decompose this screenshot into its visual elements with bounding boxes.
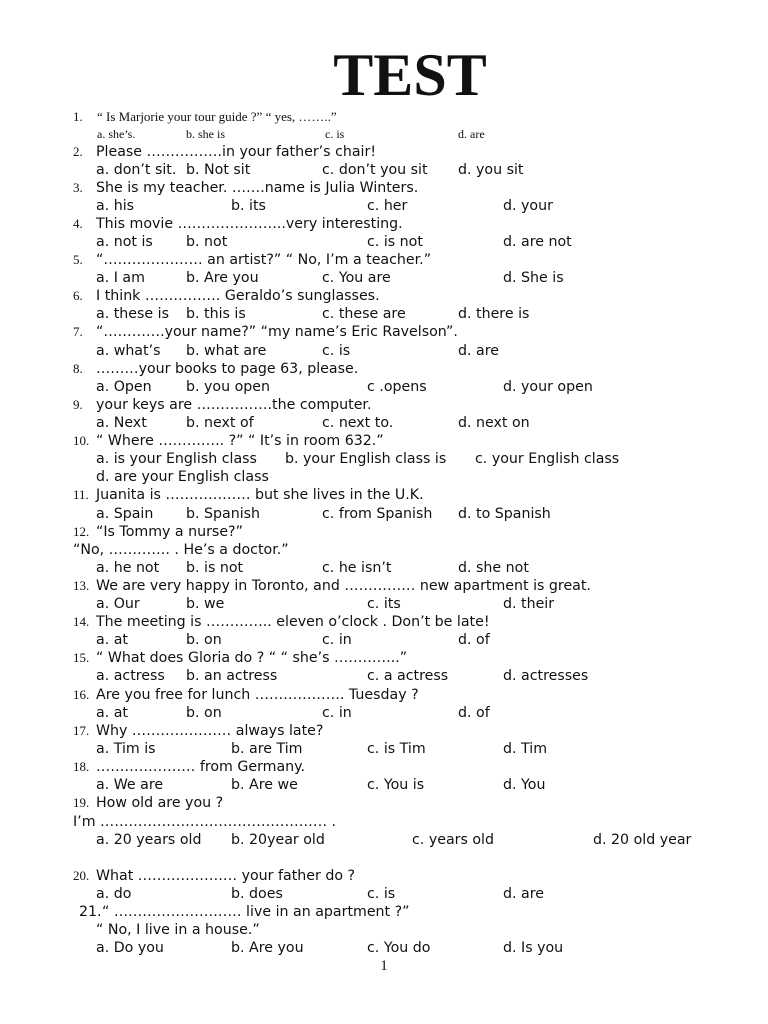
option-c[interactable]: c. he isn’t xyxy=(322,560,392,576)
question-number: 5. xyxy=(73,252,83,267)
question-1 xyxy=(0,108,768,126)
option-b[interactable]: b. you open xyxy=(186,379,271,395)
option-d[interactable]: d. are your English class xyxy=(96,469,269,485)
question-14 xyxy=(0,613,768,631)
option-a[interactable]: a. Do you xyxy=(96,940,164,956)
question-text-cont: I’m ………………………………………… . xyxy=(73,814,337,830)
option-d[interactable]: d. their xyxy=(503,596,555,612)
option-b[interactable]: b. not xyxy=(186,234,228,250)
question-number: 16. xyxy=(73,687,90,702)
option-c[interactable]: c. You do xyxy=(367,940,431,956)
question-number: 13. xyxy=(73,578,90,593)
option-d[interactable]: d. next on xyxy=(458,415,530,431)
option-a[interactable]: a. his xyxy=(96,198,135,214)
option-a[interactable]: a. not is xyxy=(96,234,153,250)
option-d[interactable]: d. your open xyxy=(503,379,593,395)
option-a[interactable]: a. what’s xyxy=(96,343,161,359)
options-4 xyxy=(0,233,768,251)
option-c[interactable]: c. your English class xyxy=(475,451,620,467)
question-number: 1. xyxy=(73,109,83,124)
option-a[interactable]: a. don’t sit. xyxy=(96,162,177,178)
option-b[interactable]: b. Not sit xyxy=(186,162,251,178)
options-10-cont xyxy=(0,468,768,486)
option-b[interactable]: b. on xyxy=(186,705,222,721)
options-18 xyxy=(0,776,768,794)
option-a[interactable]: a. Spain xyxy=(96,506,154,522)
options-17 xyxy=(0,740,768,758)
question-10 xyxy=(0,432,768,450)
question-text: ………your books to page 63, please. xyxy=(96,361,359,377)
option-d[interactable]: d. there is xyxy=(458,306,530,322)
question-number: 2. xyxy=(73,144,83,159)
question-12-line2 xyxy=(0,541,768,559)
option-b[interactable]: b. its xyxy=(231,198,266,214)
question-text: We are very happy in Toronto, and …………… new apartment is great. xyxy=(96,578,591,594)
options-12 xyxy=(0,559,768,577)
question-text: What ………………… your father do ? xyxy=(96,868,356,884)
question-text: Are you free for lunch ………………. Tuesday ? xyxy=(96,687,419,703)
option-a[interactable]: a. We are xyxy=(96,777,164,793)
question-text: Please …………….in your father’s chair! xyxy=(96,144,377,160)
option-d[interactable]: d. she not xyxy=(458,560,529,576)
question-text: “………………… an artist?” “ No, I’m a teacher.” xyxy=(96,252,432,268)
question-15 xyxy=(0,649,768,667)
question-number: 17. xyxy=(73,723,90,738)
option-c[interactable]: c. next to. xyxy=(322,415,394,431)
options-5 xyxy=(0,269,768,287)
question-number: 11. xyxy=(73,487,89,502)
page-title: TEST xyxy=(333,42,487,108)
question-number: 6. xyxy=(73,288,83,303)
question-21-line2 xyxy=(0,921,768,939)
question-6 xyxy=(0,287,768,305)
option-d[interactable]: d. Tim xyxy=(503,741,548,757)
question-number: 3. xyxy=(73,180,83,195)
question-number: 19. xyxy=(73,795,90,810)
option-a[interactable]: a. Open xyxy=(96,379,152,395)
option-d[interactable]: d. are not xyxy=(503,234,572,250)
option-a[interactable]: a. at xyxy=(96,705,128,721)
question-5 xyxy=(0,251,768,269)
option-d[interactable]: d. You xyxy=(503,777,546,793)
option-b[interactable]: b. we xyxy=(186,596,225,612)
question-text: “ What does Gloria do ? “ “ she’s …………..” xyxy=(96,650,408,666)
question-number: 7. xyxy=(73,324,83,339)
option-a[interactable]: a. Tim is xyxy=(96,741,156,757)
question-9 xyxy=(0,396,768,414)
option-b[interactable]: b. 20year old xyxy=(231,832,325,848)
option-a[interactable]: a. these is xyxy=(96,306,169,322)
options-3 xyxy=(0,197,768,215)
option-a[interactable]: a. he not xyxy=(96,560,160,576)
question-text: This movie …………………..very interesting. xyxy=(96,216,403,232)
question-number: 8. xyxy=(73,361,83,376)
option-d[interactable]: d. 20 old year xyxy=(593,832,692,848)
option-a[interactable]: a. Our xyxy=(96,596,140,612)
options-20 xyxy=(0,885,768,903)
options-2 xyxy=(0,161,768,179)
question-number: 20. xyxy=(73,868,90,883)
question-19 xyxy=(0,794,768,812)
question-text: The meeting is ………….. eleven o’clock . Don’t be late! xyxy=(96,614,490,630)
option-d[interactable]: d. actresses xyxy=(503,668,589,684)
option-c[interactable]: c. is xyxy=(322,343,351,359)
question-12 xyxy=(0,523,768,541)
option-a[interactable]: a. do xyxy=(96,886,132,902)
question-text: “ ……………………… live in an apartment ?” xyxy=(102,904,410,920)
options-21 xyxy=(0,939,768,957)
question-number: 4. xyxy=(73,216,83,231)
question-text: “ Where ………….. ?” “ It’s in room 632.” xyxy=(96,433,384,449)
option-c[interactable]: c. is xyxy=(367,886,396,902)
option-b[interactable]: b. next of xyxy=(186,415,254,431)
options-9 xyxy=(0,414,768,432)
option-c[interactable]: c. You are xyxy=(322,270,391,286)
question-number: 18. xyxy=(73,759,90,774)
options-16 xyxy=(0,704,768,722)
option-b[interactable]: b. this is xyxy=(186,306,246,322)
question-text: “………….your name?” “my name’s Eric Ravelson”. xyxy=(96,324,458,340)
option-d[interactable]: d. Is you xyxy=(503,940,564,956)
options-15 xyxy=(0,667,768,685)
question-text: How old are you ? xyxy=(96,795,224,811)
question-text: “ Is Marjorie your tour guide ?” “ yes, ……..” xyxy=(97,109,337,124)
option-c[interactable]: c. from Spanish xyxy=(322,506,433,522)
option-c[interactable]: c. is xyxy=(325,127,345,141)
options-13 xyxy=(0,595,768,613)
option-d[interactable]: d. you sit xyxy=(458,162,524,178)
option-b[interactable]: b. Are you xyxy=(231,940,304,956)
option-c[interactable]: c. a actress xyxy=(367,668,449,684)
option-a[interactable]: a. at xyxy=(96,632,128,648)
question-text: Juanita is ……………… but she lives in the U.K. xyxy=(96,487,424,503)
option-c[interactable]: c. is Tim xyxy=(367,741,426,757)
options-11 xyxy=(0,505,768,523)
question-text: your keys are …………….the computer. xyxy=(96,397,372,413)
question-13 xyxy=(0,577,768,595)
options-10 xyxy=(0,450,768,468)
option-b[interactable]: b. are Tim xyxy=(231,741,303,757)
option-d[interactable]: d. are xyxy=(458,127,485,141)
option-d[interactable]: d. to Spanish xyxy=(458,506,551,522)
page-number: 1 xyxy=(380,958,388,974)
option-c[interactable]: c. years old xyxy=(412,832,495,848)
option-b[interactable]: b. Are you xyxy=(186,270,259,286)
question-16 xyxy=(0,686,768,704)
option-c[interactable]: c. don’t you sit xyxy=(322,162,428,178)
option-b[interactable]: b. what are xyxy=(186,343,267,359)
question-8 xyxy=(0,360,768,378)
question-20 xyxy=(0,867,768,885)
question-number: 15. xyxy=(73,650,90,665)
options-14 xyxy=(0,631,768,649)
question-text: ………………… from Germany. xyxy=(96,759,306,775)
option-c[interactable]: c. in xyxy=(322,632,352,648)
question-7 xyxy=(0,323,768,341)
option-b[interactable]: b. does xyxy=(231,886,283,902)
option-c[interactable]: c. You is xyxy=(367,777,425,793)
option-d[interactable]: d. your xyxy=(503,198,553,214)
option-b[interactable]: b. Are we xyxy=(231,777,298,793)
option-a[interactable]: a. she’s. xyxy=(97,127,136,141)
question-11 xyxy=(0,486,768,504)
option-a[interactable]: a. is your English class xyxy=(96,451,257,467)
options-6 xyxy=(0,305,768,323)
question-text: “Is Tommy a nurse?” xyxy=(96,524,243,540)
question-number: 14. xyxy=(73,614,90,629)
option-a[interactable]: a. I am xyxy=(96,270,145,286)
option-b[interactable]: b. your English class is xyxy=(285,451,447,467)
question-text: She is my teacher. …….name is Julia Winters. xyxy=(96,180,419,196)
option-b[interactable]: b. an actress xyxy=(186,668,278,684)
option-d[interactable]: d. are xyxy=(503,886,544,902)
option-c[interactable]: c .opens xyxy=(367,379,427,395)
option-b[interactable]: b. she is xyxy=(186,127,225,141)
option-a[interactable]: a. actress xyxy=(96,668,165,684)
option-c[interactable]: c. its xyxy=(367,596,401,612)
option-a[interactable]: a. Next xyxy=(96,415,147,431)
options-8 xyxy=(0,378,768,396)
question-3 xyxy=(0,179,768,197)
option-c[interactable]: c. these are xyxy=(322,306,406,322)
question-19-line2 xyxy=(0,813,768,831)
options-1 xyxy=(0,125,768,143)
option-d[interactable]: d. are xyxy=(458,343,499,359)
question-2 xyxy=(0,143,768,161)
option-c[interactable]: c. is not xyxy=(367,234,423,250)
option-c[interactable]: c. her xyxy=(367,198,408,214)
option-a[interactable]: a. 20 years old xyxy=(96,832,202,848)
question-text-cont: “No, …………. . He’s a doctor.” xyxy=(73,542,289,558)
question-text: Why ………………… always late? xyxy=(96,723,324,739)
question-18 xyxy=(0,758,768,776)
question-number: 21. xyxy=(79,904,102,920)
question-4 xyxy=(0,215,768,233)
question-number: 10. xyxy=(73,433,90,448)
option-c[interactable]: c. in xyxy=(322,705,352,721)
options-7 xyxy=(0,342,768,360)
question-number: 12. xyxy=(73,524,90,539)
question-text: I think ……………. Geraldo’s sunglasses. xyxy=(96,288,380,304)
option-d[interactable]: d. of xyxy=(458,632,490,648)
option-b[interactable]: b. Spanish xyxy=(186,506,261,522)
question-17 xyxy=(0,722,768,740)
option-b[interactable]: b. is not xyxy=(186,560,244,576)
option-d[interactable]: d. She is xyxy=(503,270,564,286)
options-19 xyxy=(0,831,768,849)
question-text-cont: “ No, I live in a house.” xyxy=(96,922,260,938)
question-21 xyxy=(0,903,768,921)
option-b[interactable]: b. on xyxy=(186,632,222,648)
option-d[interactable]: d. of xyxy=(458,705,490,721)
question-number: 9. xyxy=(73,397,83,412)
